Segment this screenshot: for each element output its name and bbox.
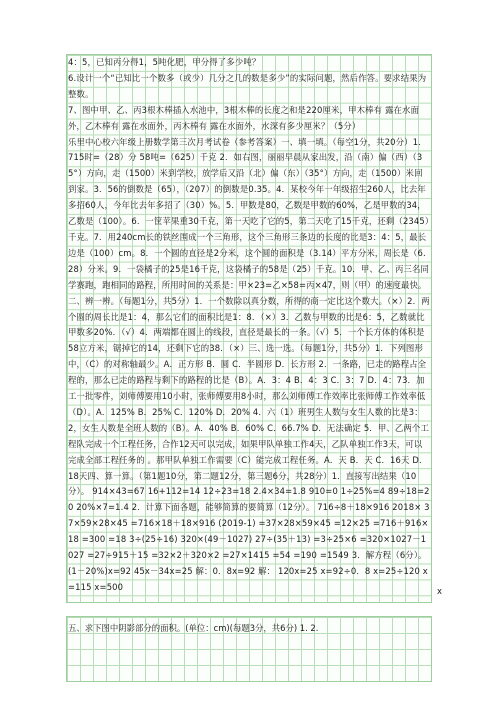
question-5-text: 4：5，已知丙分得1，5吨化肥，甲分得了多少吨？ xyxy=(68,57,261,67)
question-6-text: 6.设计一个“已知比一个数多（或少）几分之几的数是多少”的实际问题，然后作答。要求结果为整数。 xyxy=(68,72,427,99)
answer-key-text: 乐里中心校六年级上册数学第三次月考试卷（参考答案）一、填一填。（每空1分，共20分）1．715时=（28）分 58吨=（625）千克 2．如右图，丽丽早晨从家出发，沿（南）偏（西）（35°）方向，走（1500）米到学校，放学后又沿（北）偏（东）（35°）方向，走（1500）米回到家。3．56的倒数是（65），（207）的倒数是0.35。4．某校今年一年级招生260人，比去年多招60人，今年比去年多招了（30）%。5．甲数是80，乙数是甲数的60%，乙是甲数的34，乙数是（100）。6．一筐苹果重30千克，第一天吃了它的5，第二天吃了15千克，还剩（2345）千克。7．用240cm长的铁丝围成一个三角形，这个三角形三条边的长度的比是3：4：5，最长边是（100）cm。8．一个圆的直径是2分米，这个圆的面积是（3.14）平方分米，周长是（6.28）分米。9．一袋橘子的25是16千克，这袋橘子的58是（25）千克。10．甲、乙、丙三名同学赛跑，跑相同的路程，所用时间的关系是：甲×23=乙×58=丙×47，则（甲）的速度最快。二、辨一辨。（每题1分，共5分）1．一个数除以真分数，所得的商一定比这个数大。（×）2．两个圆的周长比是1：4，那么它们的面积比是1：8．（×）3．乙数与甲数的比是6：5，乙数就比甲数多20%．（√）4．两端都在圆上的线段，直径是最长的一条。（√）5．一个长方体的体积是58立方米，锯掉它的14，还剩下它的38．（×）三、选一选。（每题1分，共5分）1．下列图形中，（C）的对称轴最少。A．正方形 B．圆 C．半圆形 D．长方形 2．一条路，已走的路程占全程的，那么已走的路程与剩下的路程的比是（B）。A．3：4 B．4：3 C．3：7 D．4：73．加工一批零件，刘师傅要用10小时，张师傅要用8小时，那么刘师傅工作效率比张师傅工作效率低（D）。A．125% B．25% C．120% D．20% 4．六（1）班男生人数与女生人数的比是3：2，女生人数是全班人数的（B）。A．40% B．60% C．66.7% D．无法确定 5．甲、乙两个工程队完成一个工程任务，合作12天可以完成，如果甲队单独工作4天，乙队单独工作3天，可以完成全部工程任务的 。那甲队单独工作需要（C）能完成工程任务。A．天 B．天 C．16天 D．18天四、算一算。（第1题10分，第二题12分，第三题6分，共28分）1．直接写出结果（10分）。 914×43=67 16+112=14 12÷23=18 2.4×34=1.8 910=0 1÷25%=4 89÷18=20 20%×7=1.4 2．计算下面各题，能够简算的要简算（12分）。 716÷8＋18×916 2018× 37×59×28×45 =716×18＋18×916 (2019-1) =37×28×59×45 =12×25 =716＋916×18 =300 =18 3÷(25÷16) 320×(49－1027) 27÷(35＋13) =3÷25×6 =320×1027－1027 =27÷915＋15 =32×2＋320×2 =27×1415 =54 =190 =1549 3．解方程（6分）。 (1－20%)x=92 45x－34x=25 解：0．8x=92 解： 120x=25 x=92÷0．8 x=25÷120 x=115 x=500 xyxy=(68,136,430,592)
question-7-text: 7、图中甲、乙、丙3根木棒插入水池中，3根木棒的长度之和是220厘米，甲木棒有 露在水面外，乙木棒有 露在水面外，丙木棒有 露在水面外，水深有多少厘米？（5分） xyxy=(68,104,420,131)
answer-text-block xyxy=(68,55,430,596)
margin-mark: x xyxy=(437,586,442,596)
section-five-heading: 五、求下图中阴影部分的面积。(单位：cm)(每题3分，共6分) 1. 2. xyxy=(68,623,319,633)
